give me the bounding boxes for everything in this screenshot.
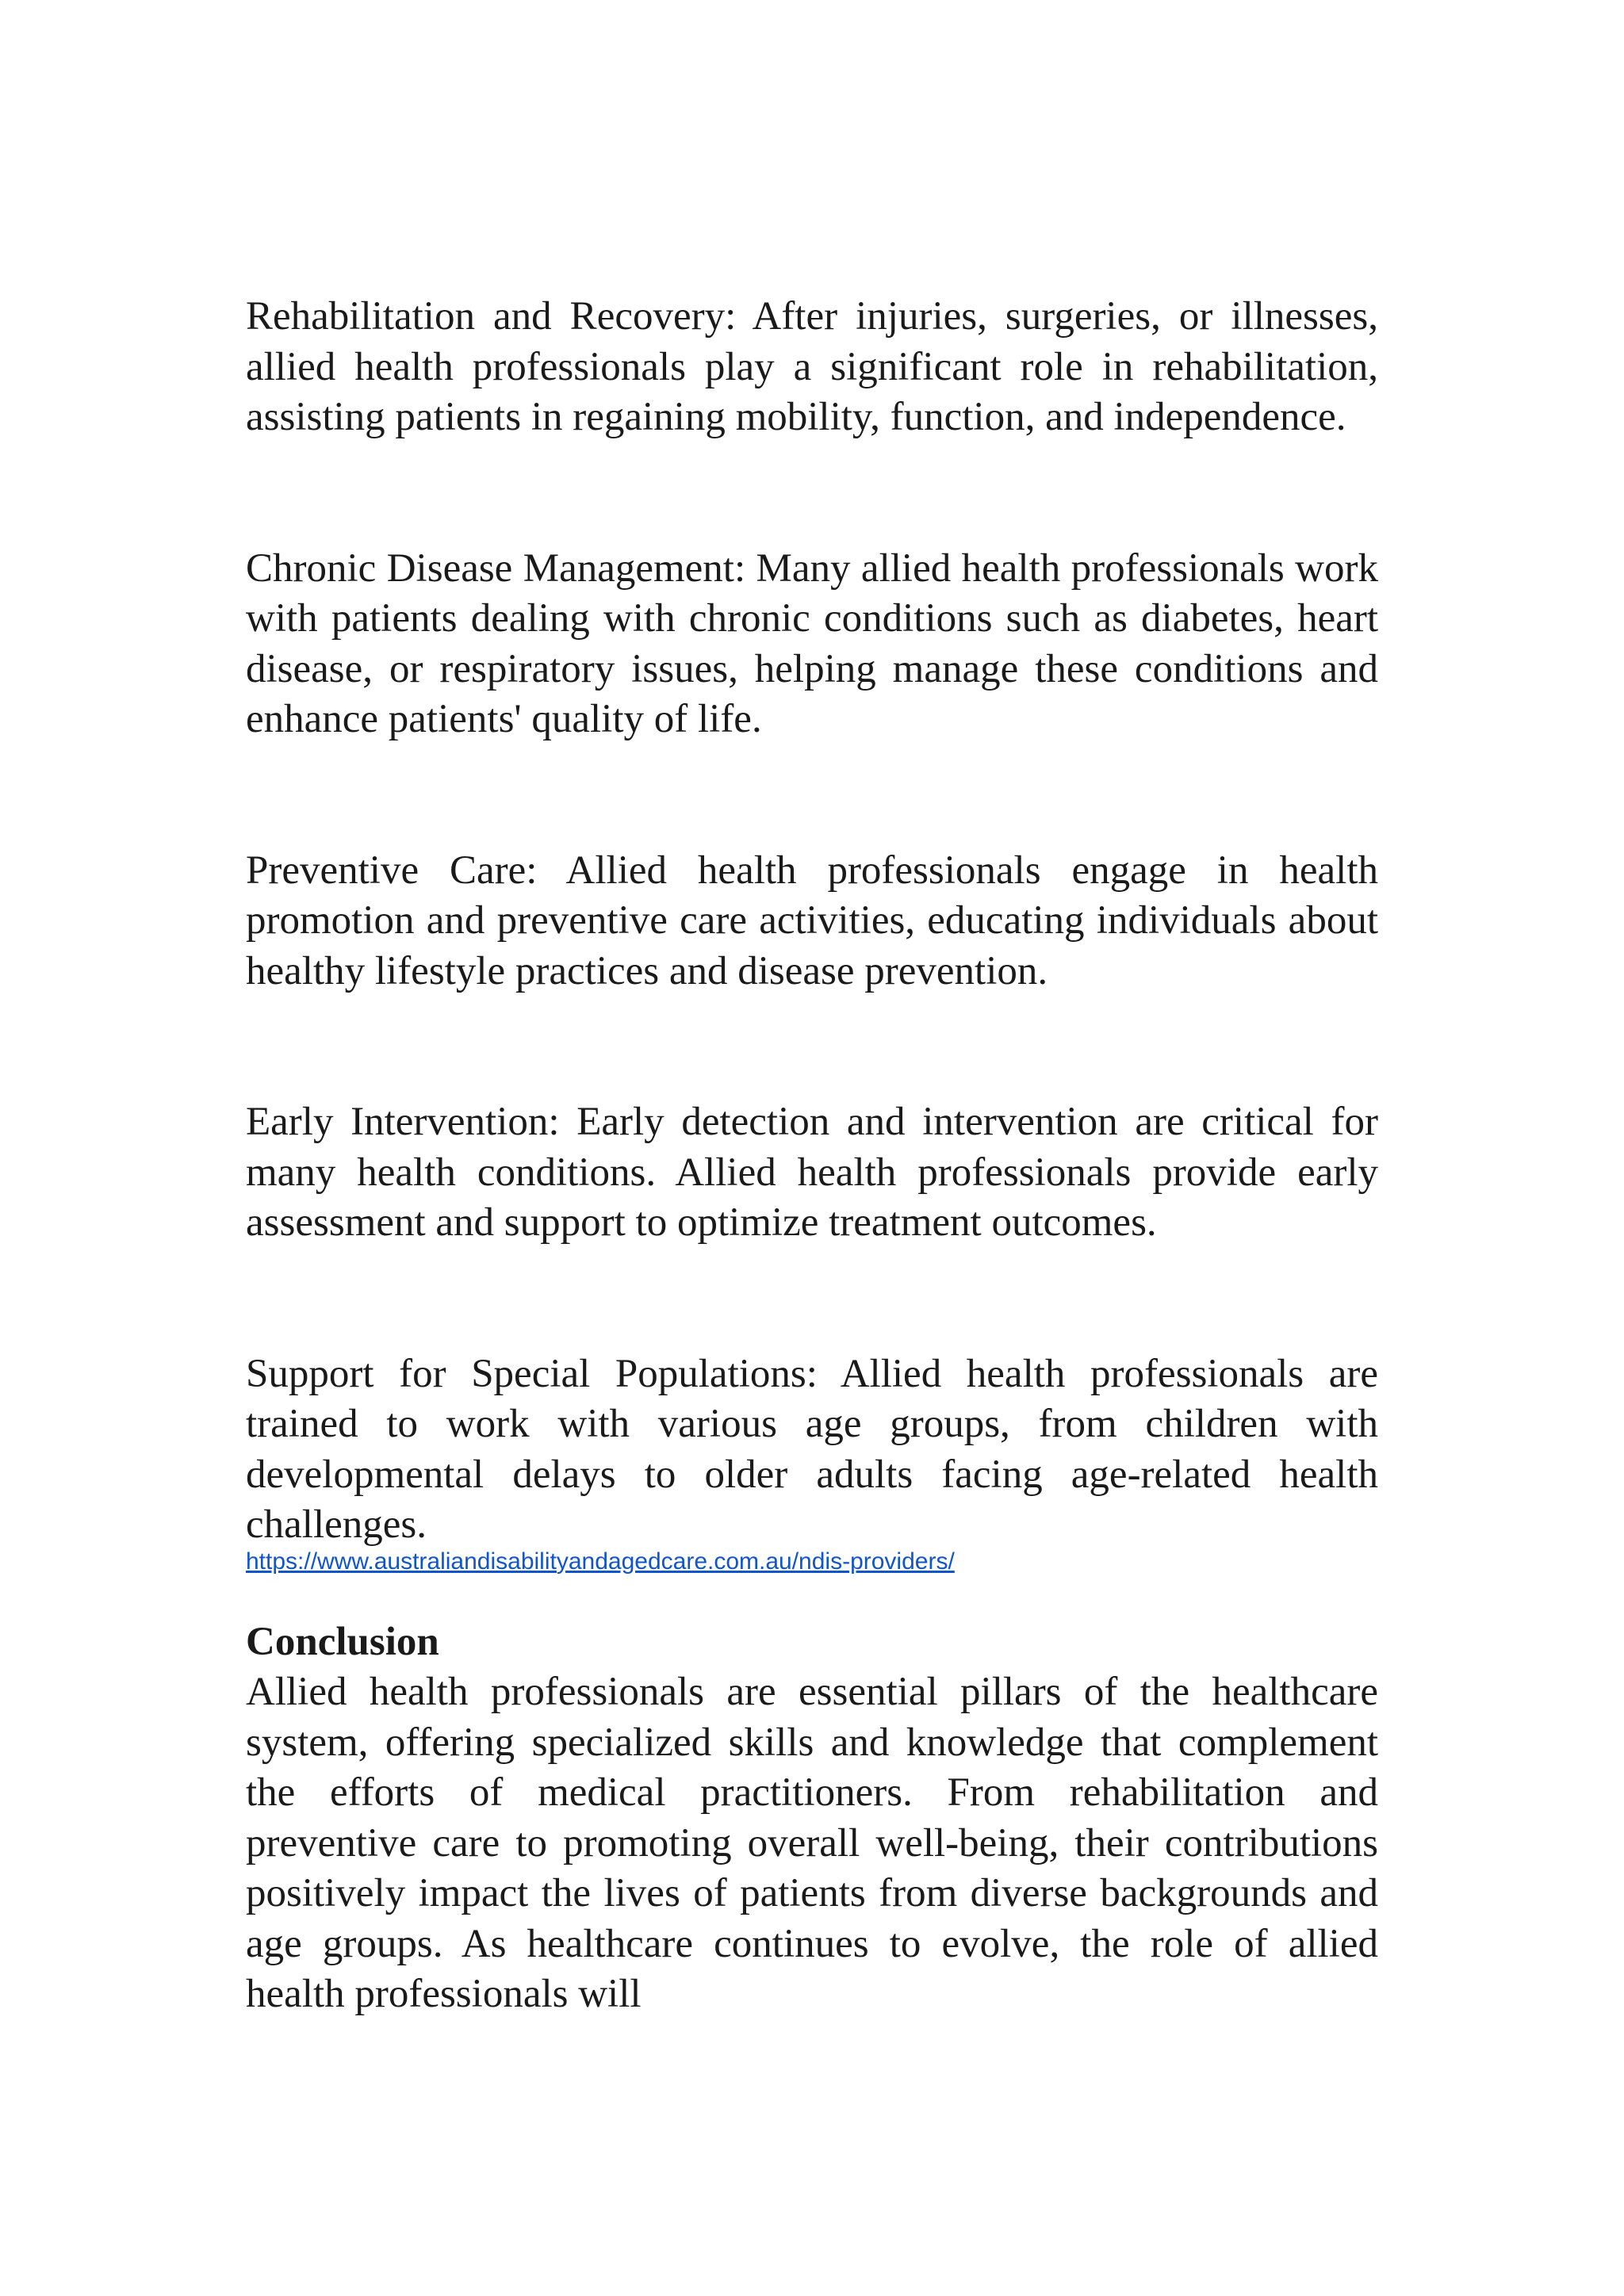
paragraph-chronic-disease: Chronic Disease Management: Many allied health professionals work with patients dealing with chronic conditions such as diabetes, heart disease, or respiratory issues, helping manage these conditions and enhance patients' quality of life. xyxy=(246,545,1378,741)
paragraph-preventive-care: Preventive Care: Allied health professionals engage in health promotion and preventive care activities, educating individuals about healthy lifestyle practices and disease prevention. xyxy=(246,848,1378,993)
ndis-providers-link[interactable]: https://www.australiandisabilityandagedcare.com.au/ndis-providers/ xyxy=(246,1548,955,1575)
paragraph-spacer xyxy=(246,745,1378,846)
paragraph-spacer xyxy=(246,997,1378,1097)
paragraph-special-populations: Support for Special Populations: Allied health professionals are trained to work with various age groups, from children with developmental delays to older adults facing age-related health challenges. xyxy=(246,1351,1378,1547)
conclusion-paragraph: Allied health professionals are essential pillars of the healthcare system, offering specialized skills and knowledge that complement the efforts of medical practitioners. From rehabilitation and preventive care to promoting overall well-being, their contributions positively impact the lives of patients from diverse backgrounds and age groups. As healthcare continues to evolve, the role of allied health professionals will xyxy=(246,1670,1378,2016)
paragraph-spacer xyxy=(246,1249,1378,1349)
paragraph-early-intervention: Early Intervention: Early detection and intervention are critical for many health conditions. Allied health professionals provide early assessment and support to optimize treatment outcomes. xyxy=(246,1100,1378,1245)
document-body xyxy=(246,292,1378,2020)
paragraph-spacer xyxy=(246,443,1378,544)
paragraph-rehabilitation: Rehabilitation and Recovery: After injuries, surgeries, or illnesses, allied health professionals play a significant role in rehabilitation, assisting patients in regaining mobility, function, and independence. xyxy=(246,294,1378,439)
conclusion-heading: Conclusion xyxy=(246,1619,439,1664)
section-spacer xyxy=(246,1576,1378,1617)
